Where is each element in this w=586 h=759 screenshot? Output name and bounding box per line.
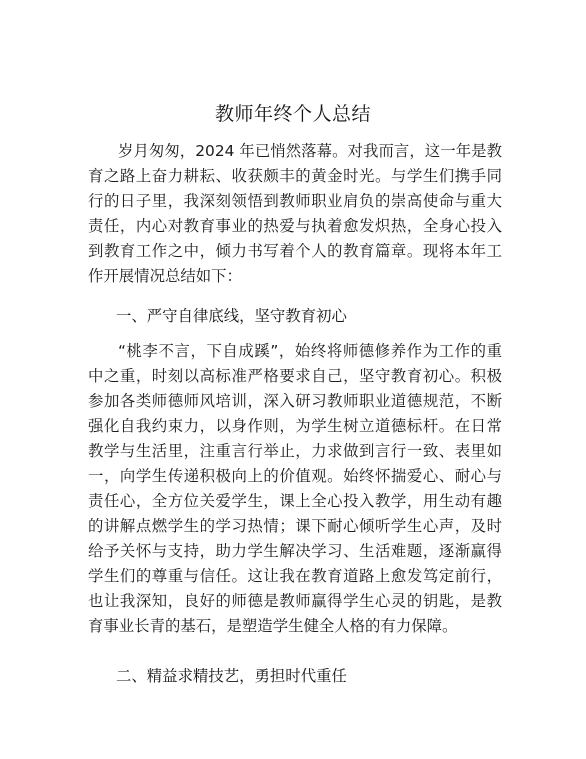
section-heading-1: 一、严守自律底线，坚守教育初心: [116, 307, 347, 325]
document-title: 教师年终个人总结: [214, 103, 371, 125]
section-heading-2: 二、精益求精技艺，勇担时代重任: [116, 667, 347, 685]
section-1-paragraph: “桃李不言，下自成蹊”，始终将师德修养作为工作的重中之重，时刻以高标准严格要求自己，坚守教育初心。积极参加各类师德师风培训，深入研习教师职业道德规范，不断强化自我约束力，以身作则，为学生树立道德标杆。在日常教学与生活里，注重言行举止，力求做到言行一致、表里如一，向学生传递积极向上的价值观。始终怀揣爱心、耐心与责任心，全方位关爱学生，课上全心投入教学，用生动有趣的讲解点燃学生的学习热情；课下耐心倾听学生心声，及时给予关怀与支持，助力学生解决学习、生活难题，逐渐赢得学生们的尊重与信任。这让我在教育道路上愈发笃定前行，也让我深知，良好的师德是教师赢得学生心灵的钥匙，是教育事业长青的基石，是塑造学生健全人格的有力保障。: [88, 342, 502, 635]
intro-paragraph: 岁月匆匆，2024 年已悄然落幕。对我而言，这一年是教育之路上奋力耕耘、收获颇丰的黄金时光。与学生们携手同行的日子里，我深刻领悟到教师职业肩负的崇高使命与重大责任，内心对教育事业的热爱与执着愈发炽热，全身心投入到教育工作之中，倾力书写着个人的教育篇章。现将本年工作开展情况总结如下：: [88, 142, 502, 285]
